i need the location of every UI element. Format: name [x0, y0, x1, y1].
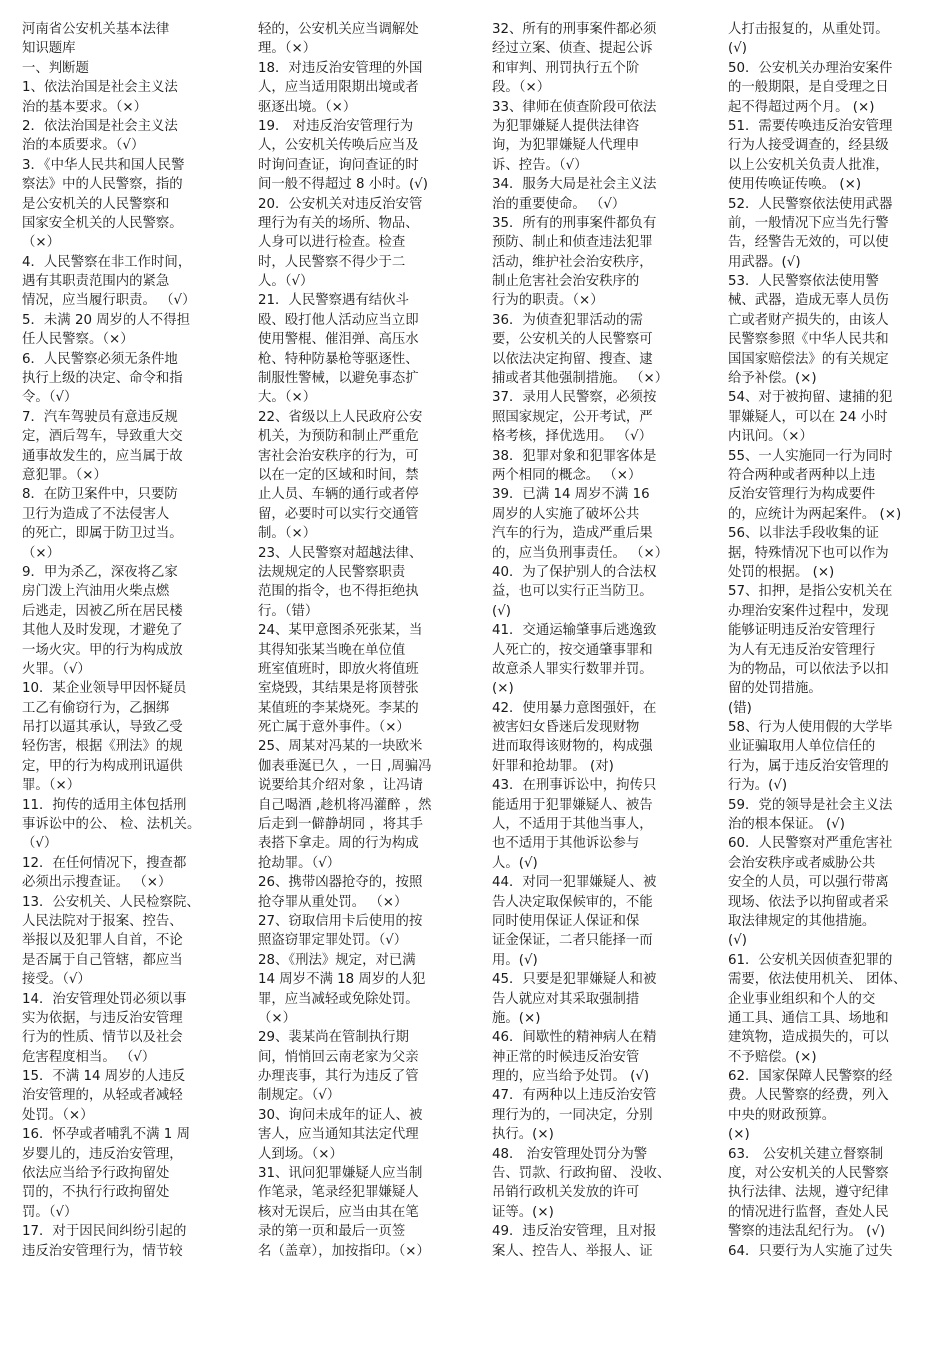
text-line: (错) [728, 700, 752, 716]
text-line: 39．已满 14 周岁不满 16 [492, 487, 650, 503]
text-line: 中央的财政预算。 [728, 1107, 836, 1123]
text-line: 警察的违法乱纪行为。 (√) [728, 1224, 886, 1240]
text-line: 用武器。(√) [728, 254, 801, 270]
text-line: (√) [492, 603, 511, 619]
text-line: 49．违反治安管理，且对报 [492, 1224, 657, 1240]
text-line: 国国家赔偿法》的有关规定 [728, 351, 889, 367]
text-line: 大。（×） [258, 390, 317, 406]
text-line: 卫行为造成了不法侵害人 [22, 506, 170, 522]
text-line: （×） [258, 1010, 297, 1026]
text-line: 治的根本保证。 (√) [728, 817, 845, 833]
text-line: 人死亡的，按交通肇事罪和 [492, 642, 653, 658]
text-line: 62．国家保障人民警察的经 [728, 1069, 893, 1085]
text-line: 殴、殴打他人活动应当立即 [258, 312, 419, 328]
text-line: 57、扣押，是指公安机关在 [728, 584, 893, 600]
text-line: 实为依据，与违反治安管理 [22, 1010, 183, 1026]
text-line: 驱逐出境。（×） [258, 99, 357, 115]
text-line: 火罪。（√） [22, 661, 91, 677]
text-line: 安全的人员，可以强行带离 [728, 875, 889, 891]
text-line: (×) [492, 681, 514, 697]
text-line: 企业事业组织和个人的交 [728, 991, 876, 1007]
text-line: 汽车的行为，造成严重后果 [492, 526, 653, 542]
text-line: 令。（√） [22, 390, 78, 406]
text-line: 轻伤害，根据《刑法》的规 [22, 739, 183, 755]
text-line: 60．人民警察对严重危害社 [728, 836, 893, 852]
text-line: 24、某甲意图杀死张某，当 [258, 623, 423, 639]
text-line: 范围的指令，也不得拒绝执 [258, 584, 419, 600]
text-line: 时询问查证，询问查证的时 [258, 157, 419, 173]
text-line: 需要，依法使用机关、 团体、 [728, 972, 907, 988]
text-line: 询，为犯罪嫌疑人代理申 [492, 138, 640, 154]
text-line: 47．有两种以上违反治安管 [492, 1088, 657, 1104]
text-line: 法规规定的人民警察职责 [258, 564, 406, 580]
text-line: 一、判断题 [22, 60, 89, 76]
text-line: 活动，维护社会治安秩序， [492, 254, 653, 270]
text-line: 吊打以逼其承认，导致乙受 [22, 720, 183, 736]
text-line: 诉、控告。（√） [492, 157, 588, 173]
text-line: 治的基本要求。（×） [22, 99, 148, 115]
text-line: 间，悄悄回云南老家为父亲 [258, 1049, 419, 1065]
text-line: 48． 治安管理处罚分为警 [492, 1146, 648, 1162]
text-line: 表搭下拿走。周的行为构成 [258, 836, 419, 852]
text-line: 53．人民警察依法使用警 [728, 274, 879, 290]
text-line: 为人有无违反治安管理行 [728, 642, 876, 658]
text-line: 行为的职责。（×） [492, 293, 604, 309]
text-line: 房门泼上汽油用火柴点燃 [22, 584, 170, 600]
text-line: 52．人民警察依法使用武器 [728, 196, 893, 212]
text-line: 岁婴儿的，违反治安管理， [22, 1146, 183, 1162]
text-line: 19． 对违反治安管理行为 [258, 118, 414, 134]
text-line: 某值班的李某烧死。李某的 [258, 700, 419, 716]
text-line: 为犯罪嫌疑人提供法律咨 [492, 118, 640, 134]
text-line: (√) [728, 933, 747, 949]
text-line: 能适用于犯罪嫌疑人、被告 [492, 797, 653, 813]
text-line: 使用警棍、催泪弹、高压水 [258, 332, 419, 348]
text-line: 治的本质要求。（√） [22, 138, 145, 154]
text-line: 定，酒后驾车，导致重大交 [22, 429, 183, 445]
text-line: 处罚的根据。 (×) [728, 564, 835, 580]
text-line: 6．人民警察必须无条件地 [22, 351, 178, 367]
text-line: 国家安全机关的人民警察。 [22, 215, 183, 231]
text-line: 枪、特种防暴枪等驱逐性、 [258, 351, 419, 367]
text-line: 两个相同的概念。 （×） [492, 467, 642, 483]
text-line: 伽表垂涎已久 ，一日 ,周骗冯 [258, 758, 432, 774]
text-line: 轻的，公安机关应当调解处 [258, 22, 419, 37]
text-line: 自己喝酒 ,趁机将冯灌醉 ，然 [258, 797, 432, 813]
text-line: 告人决定取保候审的，不能 [492, 894, 653, 910]
text-line: 的死亡，即属于防卫过当。 [22, 526, 183, 542]
text-line: 人到场。（×） [258, 1146, 343, 1162]
text-line: 格考核，择优选用。 （√） [492, 429, 653, 445]
text-line: 43．在刑事诉讼中，拘传只 [492, 778, 657, 794]
text-line: 神正常的时候违反治安管 [492, 1049, 640, 1065]
text-line: 人身可以进行检查。检查 [258, 235, 406, 251]
text-line: 处罚。（×） [22, 1107, 94, 1123]
text-line: 内讯问。（×） [728, 429, 813, 445]
text-line: 17．对于因民间纠纷引起的 [22, 1224, 187, 1240]
text-line: 机关，为预防和制止严重危 [258, 429, 419, 445]
text-line: 情况，应当履行职责。 （√） [22, 293, 196, 309]
text-line: 以依法决定拘留、搜查、逮 [492, 351, 653, 367]
text-line: 5．未满 20 周岁的人不得担 [22, 312, 190, 328]
text-line: 现场、依法予以拘留或者采 [728, 894, 889, 910]
text-line: 告，经警告无效的，可以使 [728, 235, 889, 251]
text-line: 是公安机关的人民警察和 [22, 196, 170, 212]
text-line: 室烧毁，其结果是将顶替张 [258, 681, 419, 697]
text-line: 不予赔偿。(×) [728, 1049, 817, 1065]
text-line: 制止危害社会治安秩序的 [492, 274, 640, 290]
text-line: 罚。（√） [22, 1204, 78, 1220]
text-line: 人。(√) [492, 855, 538, 871]
text-line: 9．甲为杀乙，深夜将乙家 [22, 564, 178, 580]
text-line: 理行为的，一同决定，分别 [492, 1107, 653, 1123]
text-line: 止人员、车辆的通行或者停 [258, 487, 419, 503]
text-line: 8．在防卫案件中，只要防 [22, 487, 178, 503]
text-line: 益，也可以实行正当防卫。 [492, 584, 653, 600]
text-line: 理的，应当给予处罚。 (√) [492, 1069, 650, 1085]
text-line: 段。（×） [492, 80, 551, 96]
text-line: 告、罚款、行政拘留、 没收、 [492, 1166, 671, 1182]
text-line: 事诉讼中的公、 检、法机关。 [22, 817, 201, 833]
text-line: 违反治安管理行为，情节较 [22, 1243, 183, 1259]
text-line: 2．依法治国是社会主义法 [22, 118, 178, 134]
text-line: 给予补偿。(×) [728, 371, 817, 387]
text-line: 要，公安机关的人民警察可 [492, 332, 653, 348]
text-line: 30、询问未成年的证人、被 [258, 1107, 423, 1123]
text-line: 理。（×） [258, 41, 317, 57]
text-line: 察法》中的人民警察，指的 [22, 177, 183, 193]
text-line: 奸罪和抢劫罪。 (对) [492, 758, 614, 774]
text-line: 危害程度相当。 （√） [22, 1049, 156, 1065]
text-line: 定，甲的行为构成刑讯逼供 [22, 758, 183, 774]
text-line: 办理丧事，其行为违反了管 [258, 1069, 419, 1085]
text-line: 能够证明违反治安管理行 [728, 623, 876, 639]
text-line: 人，公安机关传唤后应当及 [258, 138, 419, 154]
text-line: 以上公安机关负责人批准， [728, 157, 889, 173]
text-line: 说要给其介绍对象 ，让冯请 [258, 778, 423, 794]
text-line: 制规定。（√） [258, 1088, 341, 1104]
text-line: 罪。（×） [22, 778, 81, 794]
text-line: 28、《刑法》规定，对已满 [258, 952, 416, 968]
text-line: 费。人民警察的经费，列入 [728, 1088, 889, 1104]
text-line: 34．服务大局是社会主义法 [492, 177, 657, 193]
text-line: 举报以及犯罪人自首，不论 [22, 933, 183, 949]
text-line: 害社会治安秩序的行为，可 [258, 448, 419, 464]
text-line: 工乙有偷窃行为，乙捆绑 [22, 700, 170, 716]
text-line: 15．不满 14 周岁的人违反 [22, 1069, 186, 1085]
text-line: 50．公安机关办理治安案件 [728, 60, 893, 76]
text-line: 害人，应当通知其法定代理 [258, 1127, 419, 1143]
text-line: 16．怀孕或者哺乳不满 1 周 [22, 1127, 190, 1143]
text-line: 接受。（√） [22, 972, 91, 988]
text-line: 业证骗取用人单位信任的 [728, 739, 876, 755]
text-line: 27、窃取信用卡后使用的按 [258, 913, 423, 929]
text-line: 同时使用保证人保证和保 [492, 913, 640, 929]
text-line: 据，特殊情况下也可以作为 [728, 545, 889, 561]
text-line: 22、省级以上人民政府公安 [258, 409, 423, 425]
text-line: 其得知张某当晚在单位值 [258, 642, 406, 658]
text-line: 反治安管理行为构成要件 [728, 487, 876, 503]
text-column-3 [492, 20, 708, 1261]
text-line: 起不得超过两个月。 (×) [728, 99, 875, 115]
text-line: 录的第一页和最后一页签 [258, 1224, 406, 1240]
text-line: (×) [728, 1127, 750, 1143]
text-line: 度，对公安机关的人民警察 [728, 1166, 889, 1182]
text-line: 其他人及时发现，才避免了 [22, 623, 183, 639]
text-line: 遇有其职责范围内的紧急 [22, 274, 170, 290]
text-line: 人，应当适用限期出境或者 [258, 80, 419, 96]
text-line: 证金保证，二者只能择一而 [492, 933, 653, 949]
text-line: 42．使用暴力意图强奸，在 [492, 700, 657, 716]
text-line: 死亡属于意外事件。（×） [258, 720, 410, 736]
text-line: 的，应当负刑事责任。 （×） [492, 545, 669, 561]
text-line: 证等。(×) [492, 1204, 554, 1220]
text-line: 55、一人实施同一行为同时 [728, 448, 893, 464]
text-line: 取法律规定的其他措施。 [728, 913, 876, 929]
text-line: 民警察参照《中华人民共和 [728, 332, 889, 348]
text-line: 任人民警察。（×） [22, 332, 134, 348]
text-line: 行为人接受调查的，经县级 [728, 138, 889, 154]
text-line: 前，一般情况下应当先行警 [728, 215, 889, 231]
text-line: 通工具、通信工具、场地和 [728, 1010, 889, 1026]
text-line: 一场火灾。甲的行为构成放 [22, 642, 183, 658]
text-line: 间一般不得超过 8 小时。(√) [258, 177, 428, 193]
text-line: 以在一定的区域和时间，禁 [258, 467, 419, 483]
text-line: 59．党的领导是社会主义法 [728, 797, 893, 813]
text-line: 38．犯罪对象和犯罪客体是 [492, 448, 657, 464]
text-line: 40．为了保护别人的合法权 [492, 564, 657, 580]
text-line: 26、携带凶器抢夺的，按照 [258, 875, 423, 891]
text-line: 和审判、刑罚执行五个阶 [492, 60, 640, 76]
text-line: 36．为侦查犯罪活动的需 [492, 312, 643, 328]
text-column-2 [258, 20, 474, 1261]
text-line: 告人就应对其采取强制措 [492, 991, 640, 1007]
text-line: 的，应统计为两起案件。 (×) [728, 506, 902, 522]
text-line: 会治安秩序或者威胁公共 [728, 855, 876, 871]
text-line: 罚的，不执行行政拘留处 [22, 1185, 170, 1201]
text-line: 人民法院对于报案、控告、 [22, 913, 183, 929]
text-line: 留，必要时可以实行交通管 [258, 506, 419, 522]
text-line: 办理治安案件过程中，发现 [728, 603, 889, 619]
text-line: 用。(√) [492, 952, 538, 968]
text-line: 理行为有关的场所、物品、 [258, 215, 419, 231]
text-line: 行为，属于违反治安管理的 [728, 758, 889, 774]
text-line: 案人、控告人、举报人、证 [492, 1243, 653, 1259]
text-line: (√) [728, 41, 747, 57]
text-line: 45．只要是犯罪嫌疑人和被 [492, 972, 657, 988]
text-line: 10．某企业领导甲因怀疑员 [22, 681, 187, 697]
text-line: 61．公安机关因侦查犯罪的 [728, 952, 893, 968]
text-line: 56、以非法手段收集的证 [728, 526, 879, 542]
text-line: 64．只要行为人实施了过失 [728, 1243, 893, 1259]
text-line: 治安管理的，从轻或者减轻 [22, 1088, 183, 1104]
text-line: 63． 公安机关建立督察制 [728, 1146, 884, 1162]
text-line: 河南省公安机关基本法律 [22, 22, 170, 37]
text-line: 13．公安机关、人民检察院、 [22, 894, 200, 910]
text-line: 执行法律、法规，遵守纪律 [728, 1185, 889, 1201]
text-line: 54、对于被拘留、逮捕的犯 [728, 390, 893, 406]
text-line: 抢劫罪。（√） [258, 855, 341, 871]
text-line: 罪，应当减轻或免除处罚。 [258, 991, 419, 1007]
text-line: 知识题库 [22, 41, 76, 57]
text-line: 作笔录，笔录经犯罪嫌疑人 [258, 1185, 419, 1201]
text-line: 14．治安管理处罚必须以事 [22, 991, 187, 1007]
text-line: 33、律师在侦查阶段可依法 [492, 99, 657, 115]
text-line: 依法应当给予行政拘留处 [22, 1166, 170, 1182]
text-line: 为的物品，可以依法予以扣 [728, 661, 889, 677]
text-line: 通事故发生的，应当属于故 [22, 448, 183, 464]
text-line: 23、人民警察对超越法律、 [258, 545, 423, 561]
text-line: 41．交通运输肇事后逃逸致 [492, 623, 657, 639]
text-line: 58、行为人使用假的大学毕 [728, 720, 893, 736]
text-line: 46．间歇性的精神病人在精 [492, 1030, 657, 1046]
text-line: 故意杀人罪实行数罪并罚。 [492, 661, 653, 677]
text-line: 行为的性质、情节以及社会 [22, 1030, 183, 1046]
text-line: （×） [22, 545, 61, 561]
text-line: 周岁的人实施了破坏公共 [492, 506, 640, 522]
text-line: 建筑物，造成损失的，可以 [728, 1030, 889, 1046]
text-line: 4．人民警察在非工作时间， [22, 254, 192, 270]
text-line: 制服性警械，以避免事态扩 [258, 371, 419, 387]
text-line: 班室值班时，即放火将值班 [258, 661, 419, 677]
text-line: 29、裴某尚在管制执行期 [258, 1030, 409, 1046]
text-line: 的一般期限，是自受理之日 [728, 80, 889, 96]
text-line: 44．对同一犯罪嫌疑人、被 [492, 875, 657, 891]
text-line: 32、所有的刑事案件都必须 [492, 22, 657, 37]
text-line: 核对无误后，应当由其在笔 [258, 1204, 419, 1220]
text-line: 37．录用人民警察，必须按 [492, 390, 657, 406]
text-line: （×） [22, 235, 61, 251]
text-line: 执行上级的决定、命令和指 [22, 371, 183, 387]
text-line: 时，人民警察不得少于二 [258, 254, 406, 270]
text-line: 进而取得该财物的，构成强 [492, 739, 653, 755]
text-line: （√） [22, 836, 58, 852]
text-line: 11．拘传的适用主体包括刑 [22, 797, 187, 813]
text-line: 人打击报复的，从重处罚。 [728, 22, 889, 37]
text-line: 使用传唤证传唤。 (×) [728, 177, 862, 193]
text-line: 是否属于自己管辖，都应当 [22, 952, 183, 968]
text-line: 吊销行政机关发放的许可 [492, 1185, 640, 1201]
text-line: 21．人民警察遇有结伙斗 [258, 293, 409, 309]
text-column-4 [728, 20, 944, 1261]
text-line: 人。（√） [258, 274, 314, 290]
text-line: 治的重要使命。 （√） [492, 196, 626, 212]
text-line: 35．所有的刑事案件都负有 [492, 215, 657, 231]
text-line: 51．需要传唤违反治安管理 [728, 118, 893, 134]
text-line: 留的处罚措施。 [728, 681, 822, 697]
text-line: 经过立案、侦查、提起公诉 [492, 41, 653, 57]
text-line: 的情况进行监督，查处人民 [728, 1204, 889, 1220]
text-line: 制。（×） [258, 526, 317, 542]
text-line: 械、武器，造成无辜人员伤 [728, 293, 889, 309]
text-line: 31、讯问犯罪嫌疑人应当制 [258, 1166, 423, 1182]
text-line: 18．对违反治安管理的外国 [258, 60, 423, 76]
text-line: 25、周某对冯某的一块欧米 [258, 739, 423, 755]
text-line: 行为。(√) [728, 778, 788, 794]
text-line: 7．汽车驾驶员有意违反规 [22, 409, 178, 425]
text-line: 后走到一僻静胡同 ，将其手 [258, 817, 423, 833]
text-line: 捕或者其他强制措施。 （×） [492, 371, 669, 387]
text-line: 12．在任何情况下，搜查都 [22, 855, 187, 871]
text-line: 符合两种或者两种以上违 [728, 467, 876, 483]
text-line: 3．《中华人民共和国人民警 [22, 157, 185, 173]
text-column-1 [22, 20, 238, 1261]
text-line: 执行。(×) [492, 1127, 554, 1143]
text-line: 20．公安机关对违反治安管 [258, 196, 423, 212]
text-line: 1、依法治国是社会主义法 [22, 80, 178, 96]
text-line: 照盗窃罪定罪处罚。（√） [258, 933, 408, 949]
text-line: 必须出示搜查证。 （×） [22, 875, 172, 891]
text-line: 预防、制止和侦查违法犯罪 [492, 235, 653, 251]
text-line: 罪嫌疑人，可以在 24 小时 [728, 409, 888, 425]
text-line: 名（盖章），加按指印。（×） [258, 1243, 430, 1259]
text-line: 也不适用于其他诉讼参与 [492, 836, 640, 852]
text-line: 人，不适用于其他当事人， [492, 817, 653, 833]
text-line: 意犯罪。（×） [22, 467, 107, 483]
text-line: 被害妇女昏迷后发现财物 [492, 720, 640, 736]
text-line: 14 周岁不满 18 周岁的人犯 [258, 972, 426, 988]
text-line: 行。（错） [258, 603, 319, 619]
text-line: 后逃走，因被乙所在居民楼 [22, 603, 183, 619]
text-line: 亡或者财产损失的，由该人 [728, 312, 889, 328]
text-line: 照国家规定，公开考试，严 [492, 409, 653, 425]
text-line: 施。(×) [492, 1010, 541, 1026]
text-line: 抢夺罪从重处罚。 （×） [258, 894, 408, 910]
